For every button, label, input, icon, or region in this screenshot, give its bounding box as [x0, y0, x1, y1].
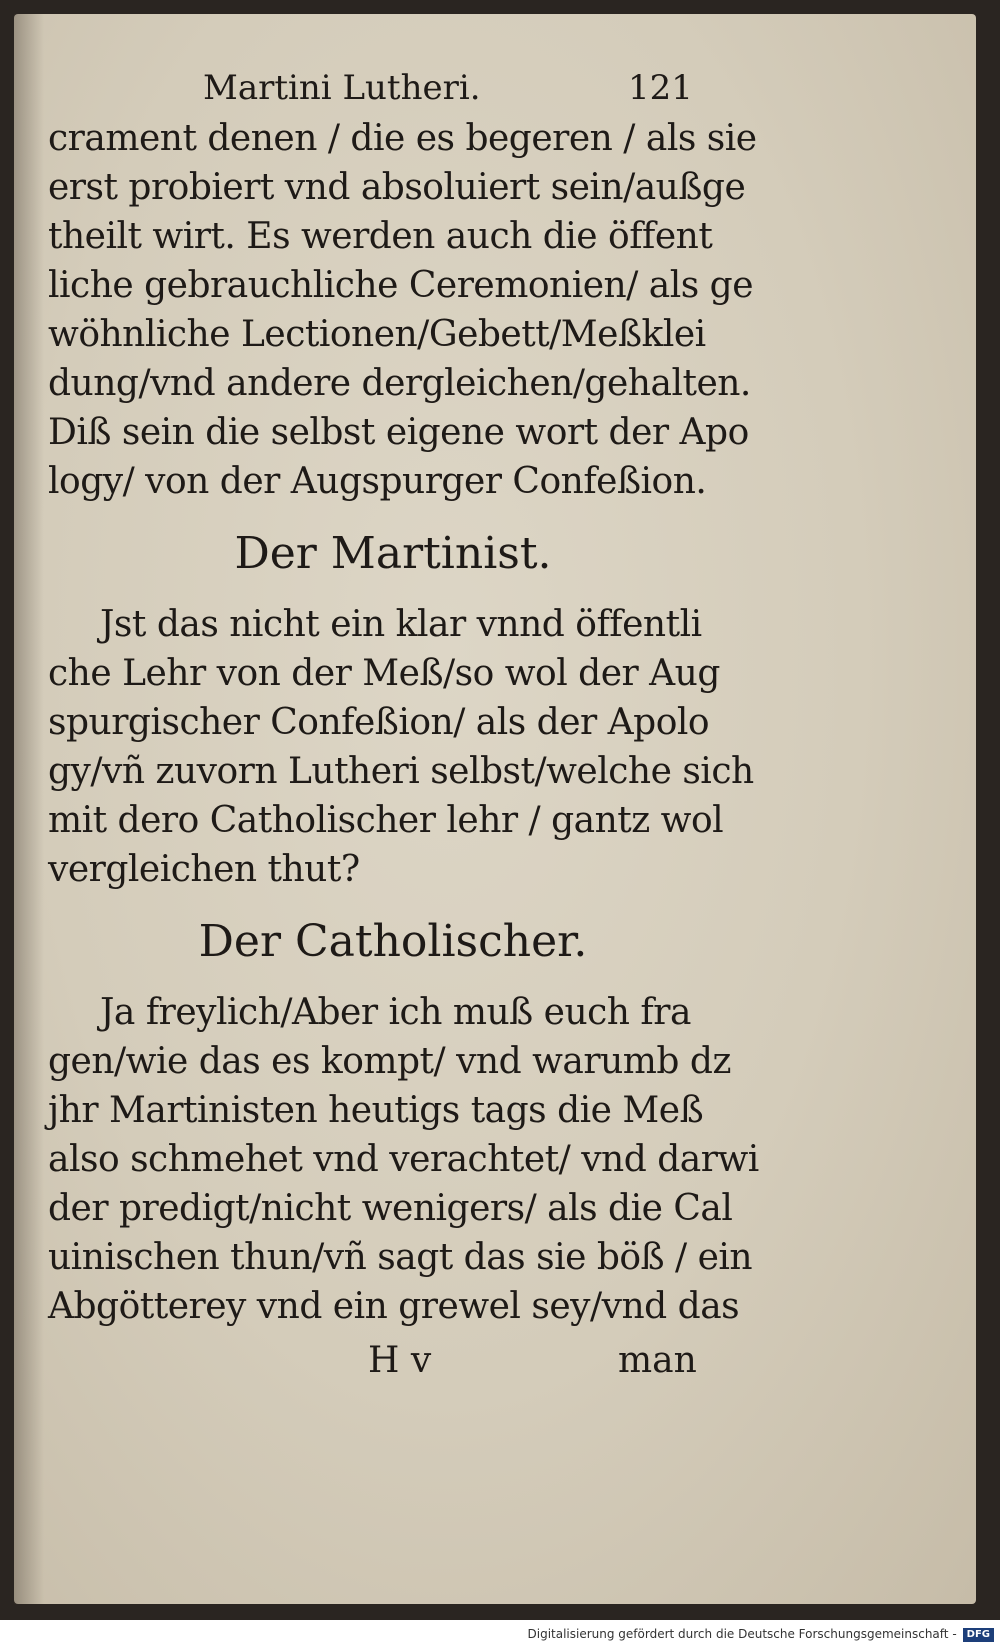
text-line: uinischen thun/vñ sagt das sie böß / ein	[48, 1237, 753, 1278]
text-line: mit dero Catholischer lehr / gantz wol	[48, 800, 724, 841]
dfg-logo-icon: DFG	[963, 1628, 994, 1642]
text-line: der predigt/nicht wenigers/ als die Cal	[48, 1188, 733, 1229]
text-line: che Lehr von der Meß/so wol der Aug	[48, 653, 720, 694]
footer-credit-text: Digitalisierung gefördert durch die Deutsche Forschungsgemeinschaft -	[527, 1627, 957, 1641]
paragraph-3	[48, 988, 759, 1331]
text-line: erst probiert vnd absoluiert sein/außge	[48, 167, 746, 208]
text-line: dung/vnd andere dergleichen/gehalten.	[48, 363, 751, 404]
running-head-title: Martini Lutheri.	[203, 68, 481, 108]
text-line: logy/ von der Augspurger Confeßion.	[48, 461, 707, 502]
text-line: jhr Martinisten heutigs tags die Meß	[48, 1090, 704, 1131]
paragraph-2	[48, 600, 754, 894]
catchword: man	[618, 1340, 697, 1381]
text-line: Abgötterey vnd ein grewel sey/vnd das	[48, 1286, 740, 1327]
text-line: wöhnliche Lectionen/Gebett/Meßklei	[48, 314, 706, 355]
section-heading-martinist: Der Martinist.	[234, 528, 552, 579]
text-line: gy/vñ zuvorn Lutheri selbst/welche sich	[48, 751, 754, 792]
gutter-shadow	[14, 14, 44, 1604]
text-line: also schmehet vnd verachtet/ vnd darwi	[48, 1139, 759, 1180]
paragraph-1	[48, 114, 757, 506]
text-line: gen/wie das es kompt/ vnd warumb dz	[48, 1041, 731, 1082]
text-line: liche gebrauchliche Ceremonien/ als ge	[48, 265, 754, 306]
footer-credit	[0, 1622, 1000, 1646]
running-head	[48, 62, 738, 114]
text-line: Ja freylich/Aber ich muß euch fra	[100, 992, 691, 1033]
section-heading-catholischer: Der Catholischer.	[198, 916, 588, 967]
text-line: Diß sein die selbst eigene wort der Apo	[48, 412, 749, 453]
signature-mark: H v	[368, 1340, 432, 1381]
page-number: 121	[628, 68, 693, 108]
text-line: crament denen / die es begeren / als sie	[48, 118, 757, 159]
text-line: spurgischer Confeßion/ als der Apolo	[48, 702, 710, 743]
catchword-line	[48, 1331, 738, 1391]
text-line: vergleichen thut?	[48, 849, 360, 890]
text-line: Jst das nicht ein klar vnnd öffentli	[100, 604, 702, 645]
text-line: theilt wirt. Es werden auch die öffent	[48, 216, 713, 257]
text-block	[48, 62, 759, 1391]
